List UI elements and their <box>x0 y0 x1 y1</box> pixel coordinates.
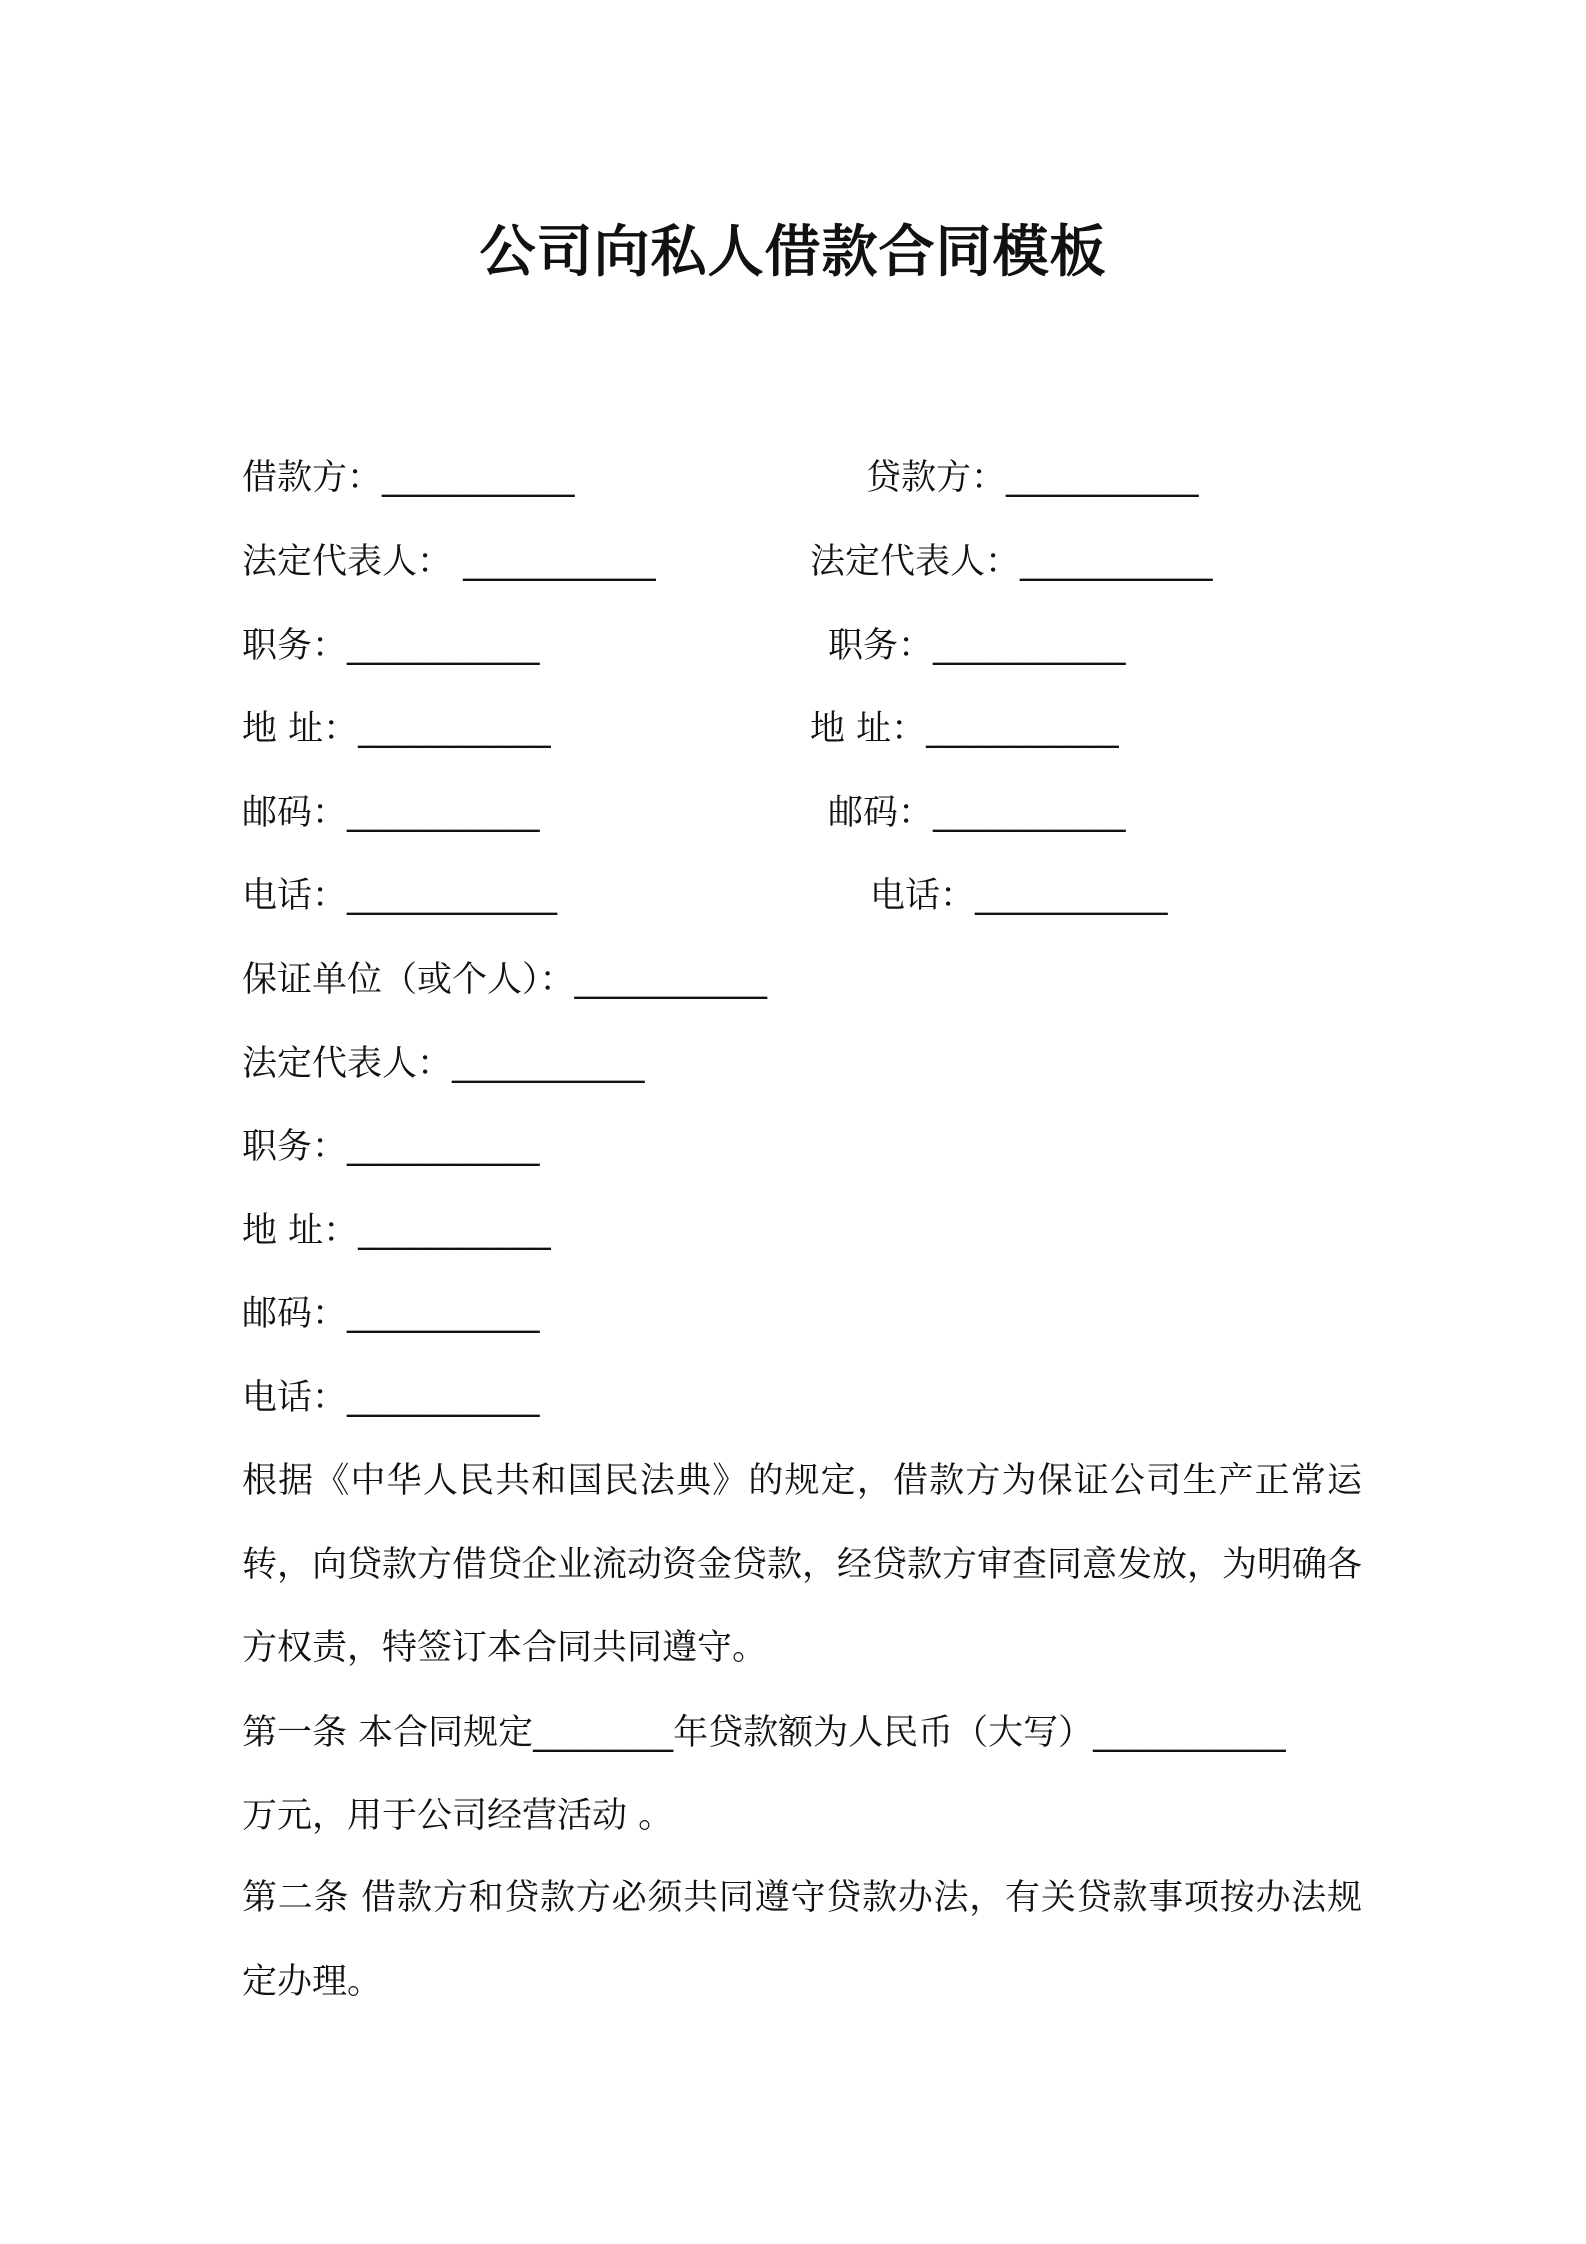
document-title: 公司向私人借款合同模板 <box>479 220 1107 285</box>
article-1-line-1: 第一条 本合同规定________年贷款额为人民币（大写）___________ <box>242 1713 1286 1753</box>
lender-name-field: 贷款方：___________ <box>866 458 1199 498</box>
borrower-position-field: 职务：___________ <box>242 626 540 666</box>
borrower-postcode-field: 邮码：___________ <box>242 793 540 833</box>
lender-legal-rep-field: 法定代表人：___________ <box>810 542 1213 582</box>
lender-position-field: 职务：___________ <box>828 626 1126 666</box>
article-2-paragraph: 第二条 借款方和贷款方必须共同遵守贷款办法，有关贷款事项按办法规定办理。 <box>242 1878 1362 2002</box>
lender-address-field: 地 址：___________ <box>810 709 1119 749</box>
article-1-line-2: 万元，用于公司经营活动 。 <box>242 1796 674 1836</box>
guarantor-legal-rep-field: 法定代表人：___________ <box>242 1044 645 1084</box>
lender-postcode-field: 邮码：___________ <box>828 793 1126 833</box>
preamble-paragraph: 根据《中华人民共和国民法典》的规定，借款方为保证公司生产正常运转，向贷款方借贷企业流动资金贷款，经贷款方审查同意发放，为明确各方权责，特签订本合同共同遵守。 <box>242 1461 1363 1668</box>
guarantor-position-field: 职务：___________ <box>242 1127 540 1167</box>
guarantor-name-field: 保证单位（或个人）：___________ <box>242 960 768 1000</box>
borrower-phone-field: 电话：____________ <box>242 876 558 916</box>
guarantor-phone-field: 电话：___________ <box>242 1378 540 1418</box>
borrower-legal-rep-field: 法定代表人： ___________ <box>242 542 656 582</box>
borrower-address-field: 地 址：___________ <box>242 709 551 749</box>
borrower-name-field: 借款方：___________ <box>242 458 575 498</box>
guarantor-address-field: 地 址：___________ <box>242 1211 551 1251</box>
guarantor-postcode-field: 邮码：___________ <box>242 1294 540 1334</box>
lender-phone-field: 电话：___________ <box>870 876 1168 916</box>
